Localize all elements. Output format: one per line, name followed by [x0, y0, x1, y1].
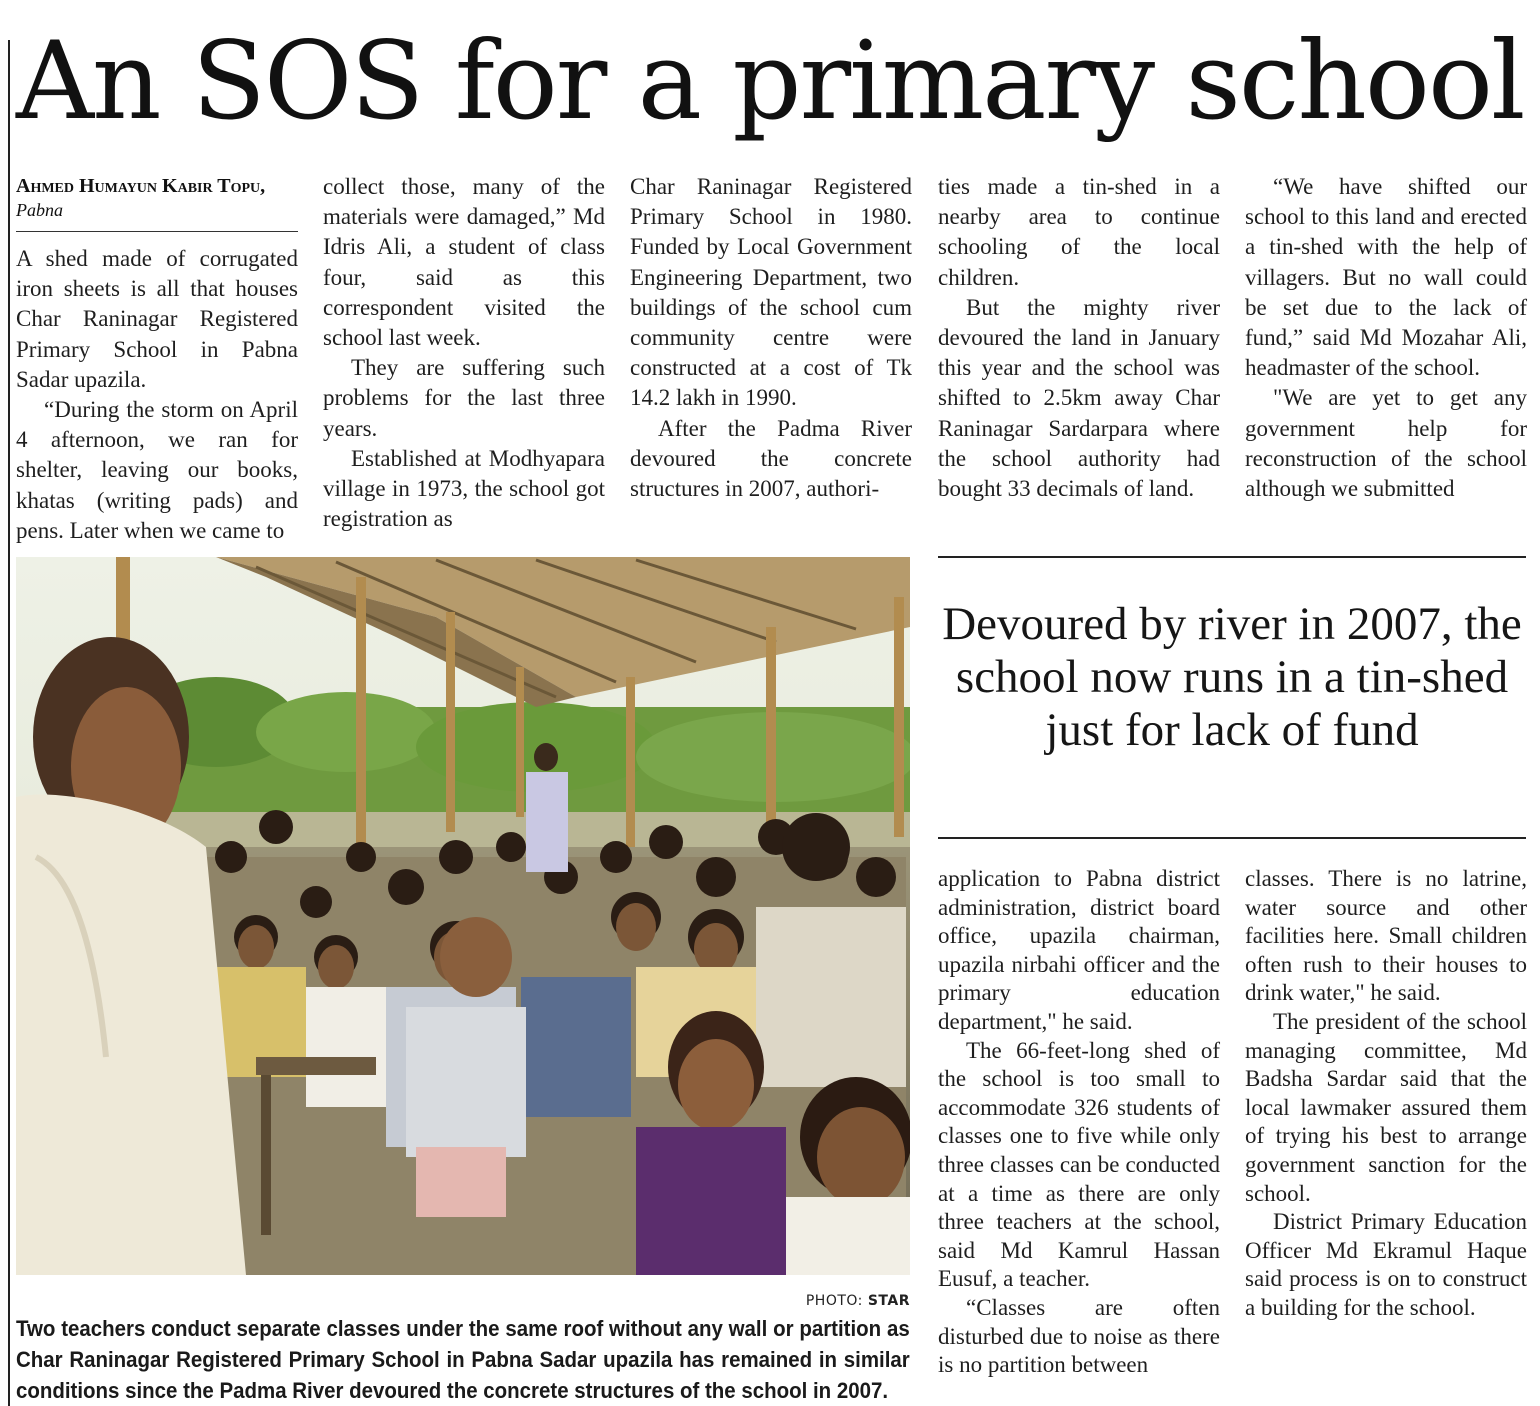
paragraph: “We have shifted our school to this land and erected a tin-shed with the help of villagers. But no wall could be set due to the lack of fund,” said Md Mozahar Ali, headmaster of the school.: [1245, 174, 1527, 381]
paragraph: collect those, many of the materials were damaged,” Md Idris Ali, a student of class four, said as this correspondent visited the school last week.: [323, 174, 605, 351]
article-column-2: [323, 172, 605, 534]
paragraph: “Classes are often disturbed due to noise as there is no partition between: [938, 1294, 1220, 1378]
pullquote-bottom-rule: [938, 837, 1526, 839]
paragraph: After the Padma River devoured the concrete structures in 2007, authori-: [630, 415, 912, 502]
left-margin-rule: [8, 40, 10, 1406]
byline-divider: [16, 231, 298, 232]
pullquote-top-rule: [938, 556, 1526, 558]
paragraph: “During the storm on April 4 afternoon, we ran for shelter, leaving our books, khatas (writing pads) and pens. Later when we came to: [16, 397, 298, 543]
paragraph: But the mighty river devoured the land in January this year and the school was shifted to 2.5km away Char Raninagar Sardarpara where the school authority had bought 33 decimals of land.: [938, 294, 1220, 502]
article-column-5: [1245, 172, 1527, 504]
byline-author: Ahmed Humayun Kabir Topu,: [16, 175, 266, 197]
article-column-3: [630, 172, 912, 504]
news-photo: [16, 557, 910, 1275]
article-column-6: [938, 865, 1220, 1380]
paragraph: The president of the school managing committee, Md Badsha Sardar said that the local lawmaker assured them of trying his best to arrange government sanction for the school.: [1245, 1008, 1527, 1206]
photo-caption: Two teachers conduct separate classes under the same roof without any wall or partition as Char Raninagar Registered Primary School in Pabna Sadar upazila has remained in similar conditions since the Padma River devoured the concrete structures of the school in 2007.: [16, 1316, 910, 1403]
pullquote: Devoured by river in 2007, the school now runs in a tin-shed just for lack of fund: [942, 598, 1522, 756]
paragraph: They are suffering such problems for the last three years.: [323, 355, 605, 441]
paragraph: A shed made of corrugated iron sheets is all that houses Char Raninagar Registered Primary School in Pabna Sadar upazila.: [16, 246, 298, 392]
paragraph: District Primary Education Officer Md Ekramul Haque said process is on to construct a building for the school.: [1245, 1209, 1527, 1320]
photo-credit-prefix: PHOTO:: [805, 1293, 863, 1309]
classroom-photo-illustration: [16, 557, 910, 1275]
article-column-7: [1245, 865, 1527, 1323]
byline-place: Pabna: [16, 200, 63, 220]
paragraph: Char Raninagar Registered Primary School in 1980. Funded by Local Government Engineering Department, two buildings of the school cum community centre were constructed at a cost of Tk 14.2 lakh in 1990.: [630, 174, 912, 411]
paragraph: classes. There is no latrine, water source and other facilities here. Small children often rush to their houses to drink water," he said.: [1245, 866, 1527, 1006]
article-column-1: [16, 244, 298, 546]
paragraph: application to Pabna district administration, district board office, upazila chairman, upazila nirbahi officer and the primary education department," he said.: [938, 866, 1220, 1034]
paragraph: ties made a tin-shed in a nearby area to continue schooling of the local children.: [938, 174, 1220, 290]
headline: An SOS for a primary school: [16, 19, 1524, 144]
photo-credit: [700, 1293, 910, 1309]
paragraph: "We are yet to get any government help for reconstruction of the school although we submitted: [1245, 385, 1527, 502]
byline: [16, 174, 298, 222]
paragraph: The 66-feet-long shed of the school is too small to accommodate 326 students of classes one to five while only three classes can be conducted at a time as there are only three teachers at the school, said Md Kamrul Hassan Eusuf, a teacher.: [938, 1037, 1220, 1292]
photo-credit-source: STAR: [867, 1293, 910, 1309]
article-column-4: [938, 172, 1220, 504]
paragraph: Established at Modhyapara village in 1973, the school got registration as: [323, 445, 605, 532]
